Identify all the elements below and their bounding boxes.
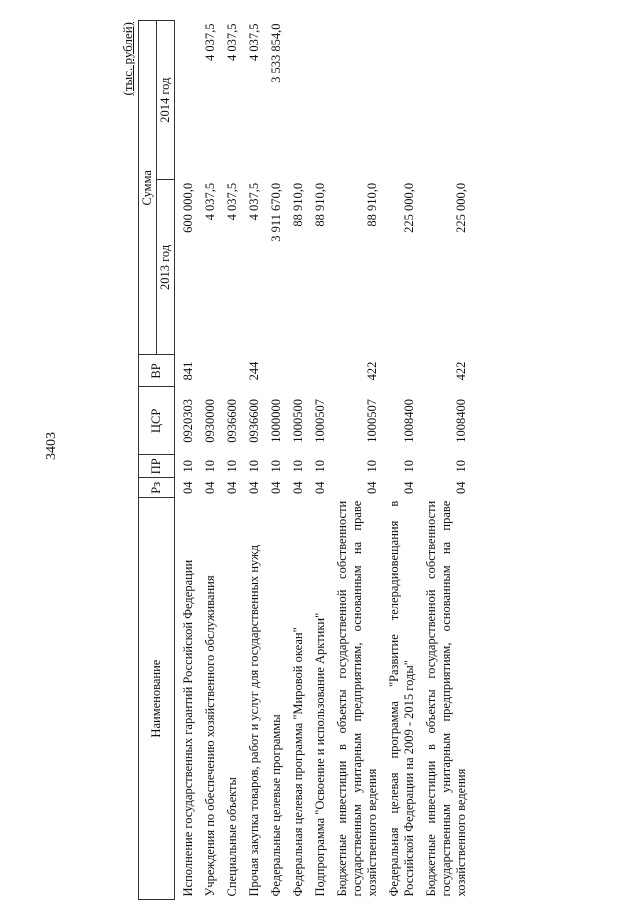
row-value-2014 [285, 21, 307, 180]
row-name: Бюджетные инвестиции в объекты государственной собственности государственным унитарным предприятиям, основанным на праве хозяйственного ведения [424, 500, 468, 897]
row-pr: 10 [402, 460, 416, 473]
table-row [418, 21, 470, 900]
row-rz: 04 [365, 481, 379, 495]
row-vr: 244 [247, 361, 261, 381]
table-row [175, 21, 198, 900]
row-value-2014: 4 037,5 [225, 23, 239, 61]
rotated-page-content [120, 20, 500, 900]
row-pr: 10 [313, 460, 327, 473]
row-pr: 10 [225, 460, 239, 473]
row-value-2013: 88 910,0 [313, 182, 327, 227]
header-rz: Рз [139, 478, 175, 498]
table-row [307, 21, 329, 900]
row-csr: 1008400 [454, 398, 468, 443]
row-name: Учреждения по обеспечению хозяйственного обслуживания [203, 575, 217, 897]
table-row [241, 21, 263, 900]
row-value-2013: 4 037,5 [225, 182, 239, 221]
row-name: Подпрограмма "Освоение и использование Арктики" [313, 612, 327, 897]
row-vr [197, 355, 219, 387]
budget-table [138, 20, 470, 900]
row-csr: 1008400 [402, 398, 416, 443]
row-vr [219, 355, 241, 387]
row-vr: 422 [454, 361, 468, 381]
table-row [285, 21, 307, 900]
row-rz: 04 [313, 481, 327, 495]
header-2013: 2013 год [157, 180, 175, 355]
table-row [197, 21, 219, 900]
row-rz: 04 [181, 481, 195, 495]
row-rz: 04 [454, 481, 468, 495]
row-pr: 10 [454, 460, 468, 473]
row-rz: 04 [291, 481, 305, 495]
row-value-2014 [381, 21, 418, 180]
row-value-2013: 4 037,5 [203, 182, 217, 221]
row-pr: 10 [291, 460, 305, 473]
row-vr [307, 355, 329, 387]
row-vr: 841 [181, 361, 195, 381]
table-row [263, 21, 285, 900]
table-row [329, 21, 381, 900]
row-rz: 04 [247, 481, 261, 495]
row-value-2014 [175, 21, 198, 180]
row-csr: 0920303 [181, 398, 195, 443]
row-value-2014: 3 533 854,0 [269, 23, 283, 83]
table-row [219, 21, 241, 900]
row-value-2013: 3 911 670,0 [269, 182, 283, 242]
header-pr: ПР [139, 455, 175, 478]
header-vr: ВР [139, 355, 175, 387]
row-name: Федеральные целевые программы [269, 714, 283, 897]
row-rz: 04 [269, 481, 283, 495]
row-csr: 1000000 [269, 398, 283, 443]
row-vr [381, 355, 418, 387]
row-name: Специальные объекты [225, 777, 239, 897]
table-body [175, 21, 471, 900]
row-name: Исполнение государственных гарантий Российской Федерации [181, 559, 195, 897]
row-vr [285, 355, 307, 387]
header-name: Наименование [139, 498, 175, 900]
row-value-2013: 88 910,0 [291, 182, 305, 227]
row-vr: 422 [365, 361, 379, 381]
table-header [139, 21, 175, 900]
row-name: Федеральная целевая программа "Мировой океан" [291, 627, 305, 897]
row-rz: 04 [402, 481, 416, 495]
row-value-2013: 225 000,0 [454, 182, 468, 233]
row-value-2013: 600 000,0 [181, 182, 195, 233]
row-csr: 1000507 [313, 398, 327, 443]
row-csr: 0930000 [203, 398, 217, 443]
row-rz: 04 [225, 481, 239, 495]
row-value-2014 [307, 21, 329, 180]
page-number: 3403 [44, 432, 59, 460]
row-csr: 0936600 [225, 398, 239, 443]
units-text: (тыс. рублей) [120, 22, 135, 96]
table-row [381, 21, 418, 900]
header-sum: Сумма [139, 21, 157, 355]
row-value-2014 [418, 21, 470, 180]
row-pr: 10 [247, 460, 261, 473]
row-value-2013: 4 037,5 [247, 182, 261, 221]
header-csr: ЦСР [139, 387, 175, 455]
units-label [120, 22, 136, 96]
header-2014: 2014 год [157, 21, 175, 180]
row-csr: 1000507 [365, 398, 379, 443]
row-name: Прочая закупка товаров, работ и услуг для государственных нужд [247, 544, 261, 897]
row-value-2014: 4 037,5 [203, 23, 217, 61]
row-pr: 10 [269, 460, 283, 473]
row-pr: 10 [181, 460, 195, 473]
row-name: Федеральная целевая программа "Развитие телерадиовещания в Российской Федерации на 2009 - 2015 годы" [387, 500, 416, 897]
row-pr: 10 [203, 460, 217, 473]
row-csr: 1000500 [291, 398, 305, 443]
row-value-2014: 4 037,5 [247, 23, 261, 61]
row-name: Бюджетные инвестиции в объекты государственной собственности государственным унитарным предприятиям, основанным на праве хозяйственного ведения [335, 500, 379, 897]
row-value-2013: 88 910,0 [365, 182, 379, 227]
row-pr: 10 [365, 460, 379, 473]
row-rz: 04 [203, 481, 217, 495]
row-csr: 0936600 [247, 398, 261, 443]
row-value-2013: 225 000,0 [402, 182, 416, 233]
row-value-2014 [329, 21, 381, 180]
row-vr [263, 355, 285, 387]
